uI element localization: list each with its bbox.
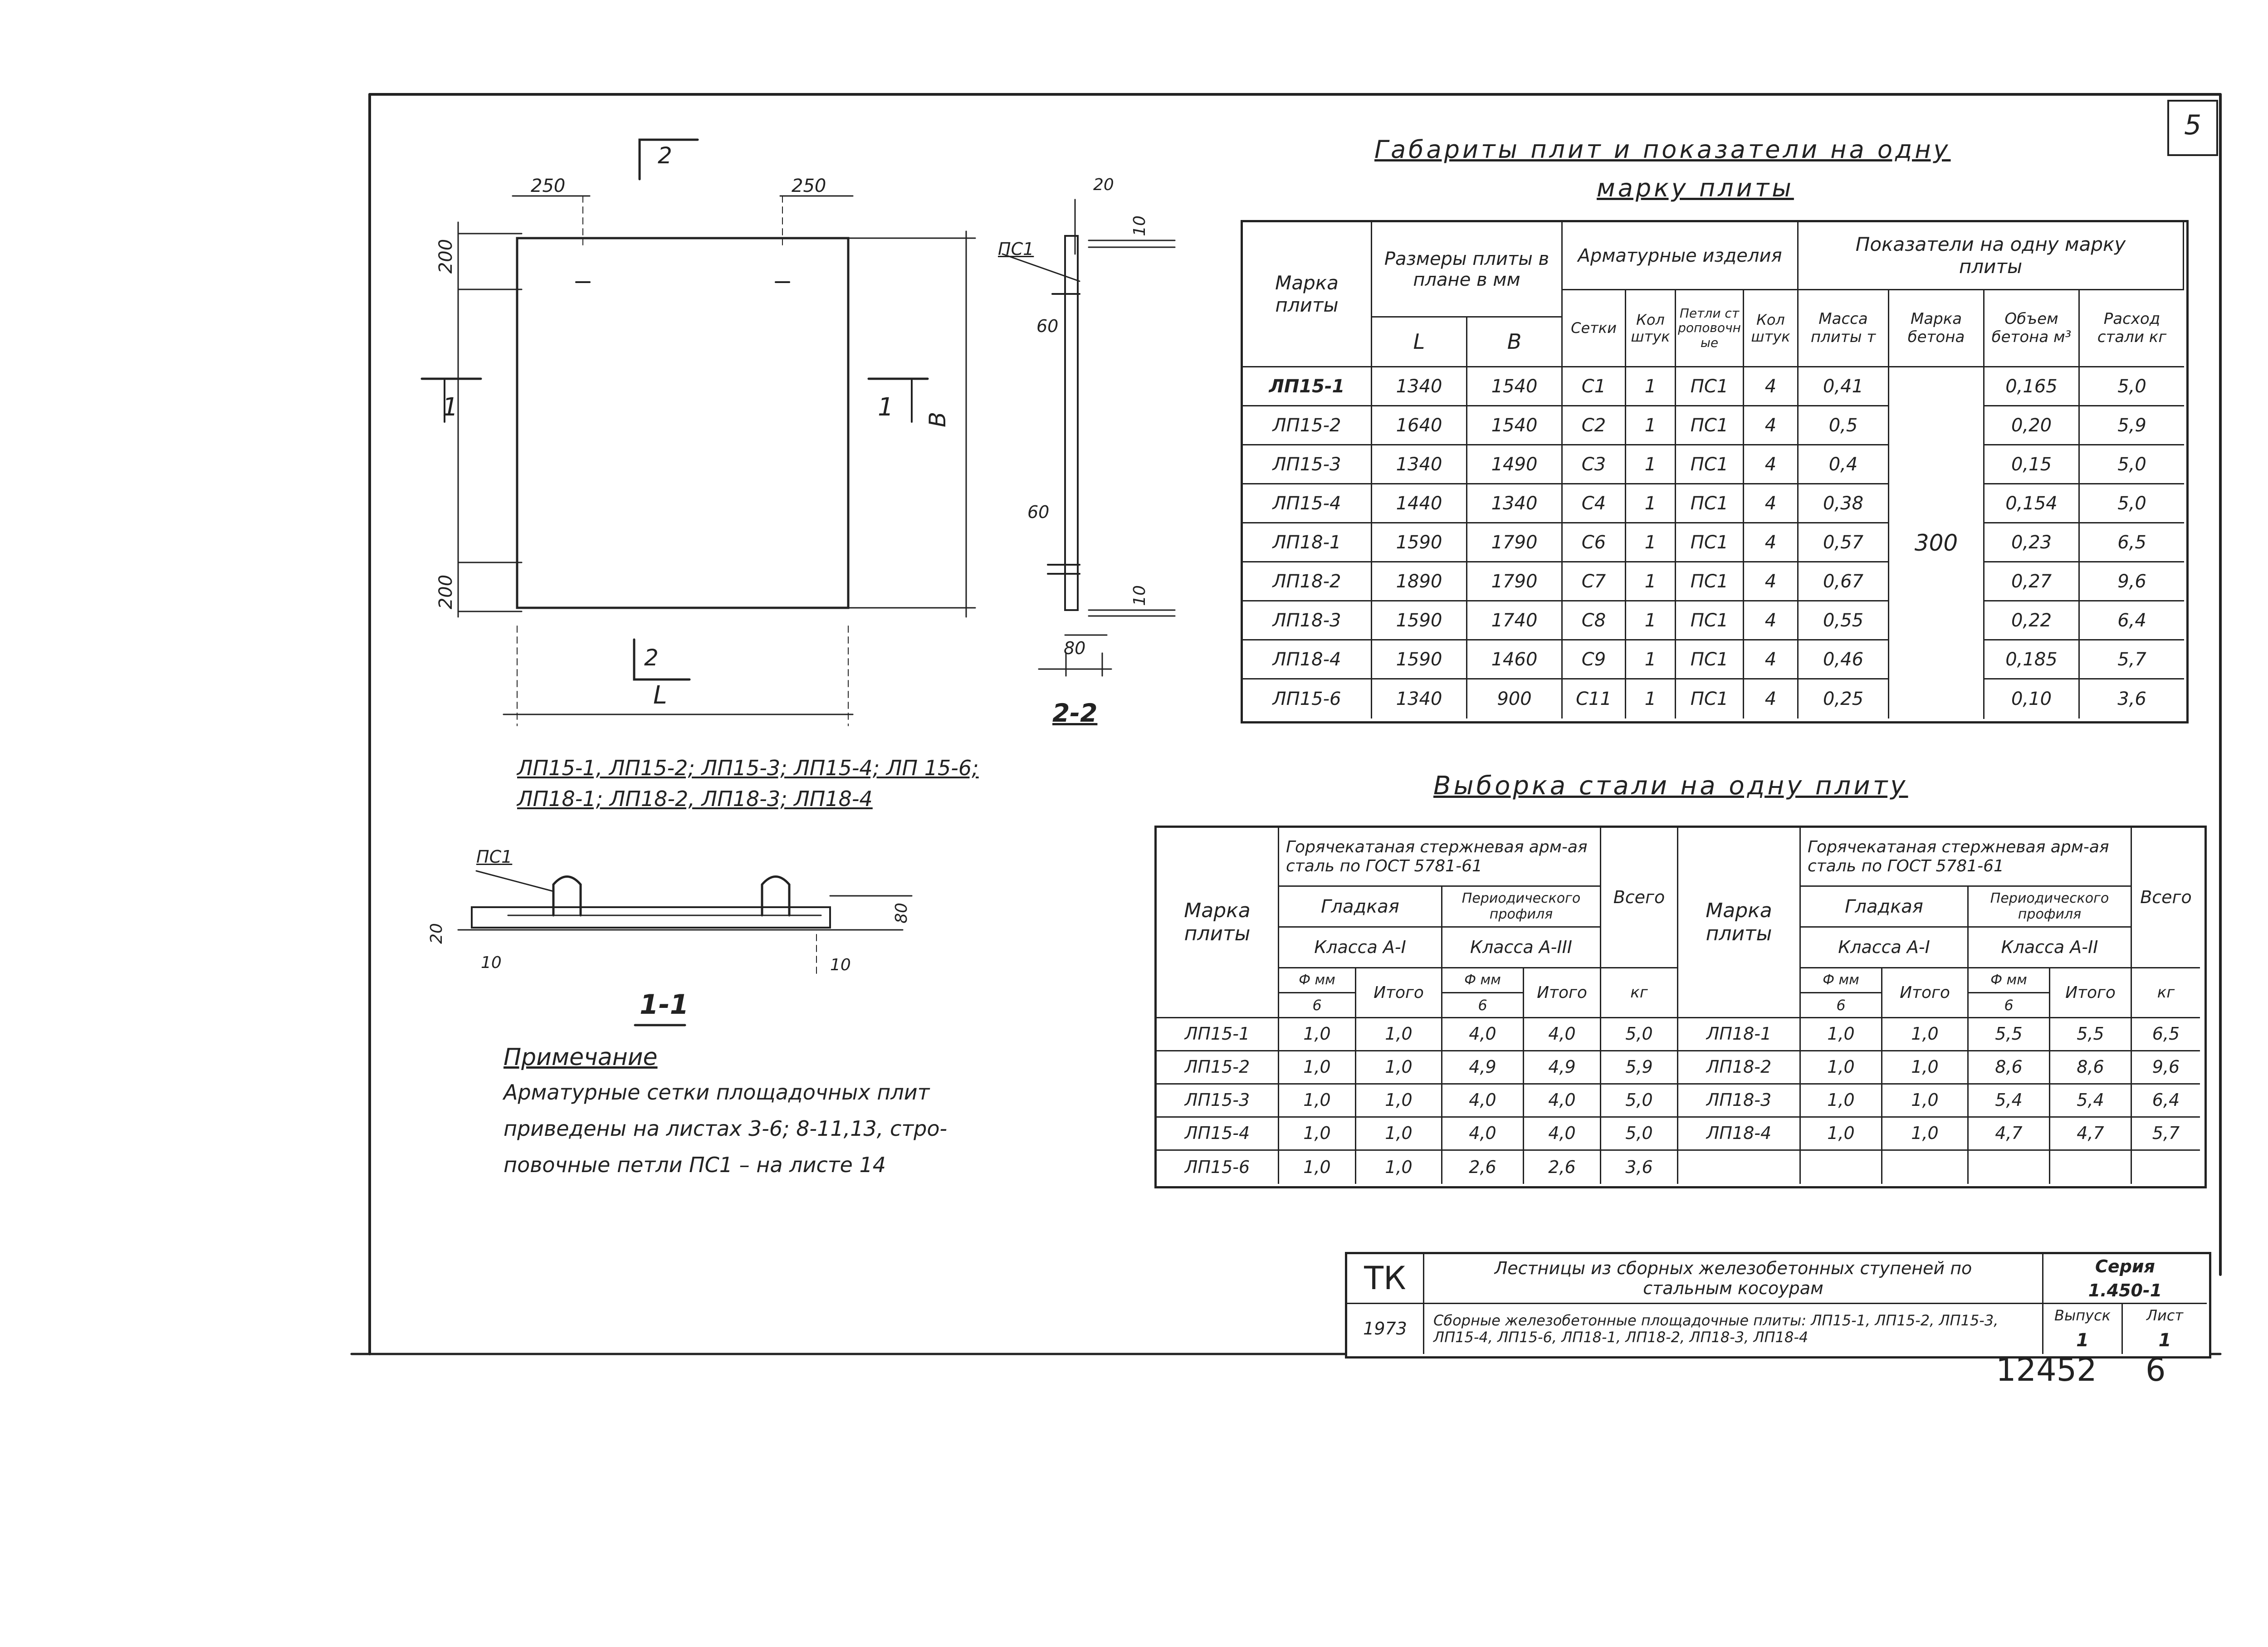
- t2-right-sum2: 5,4: [2050, 1085, 2132, 1118]
- t2-left-mark: ЛП15-1: [1157, 1018, 1279, 1051]
- dim-200-top: 200: [435, 239, 457, 274]
- t1-cell-steel: 5,0: [2080, 484, 2184, 523]
- t2-left-sum2: 4,9: [1524, 1051, 1601, 1085]
- t2-h-group-left: Горячекатаная стержневая арм-ая сталь по ГОСТ 5781-61: [1279, 828, 1601, 887]
- t1-cell-L: 1590: [1372, 640, 1467, 679]
- t1-cell-qty1: 1: [1626, 367, 1676, 406]
- t2-h-smooth-left: Гладкая: [1279, 887, 1442, 928]
- note-line-3: повочные петли ПС1 – на листе 14: [503, 1153, 886, 1177]
- t1-h-b: B: [1467, 318, 1563, 367]
- t2-right-d6b: 5,4: [1969, 1085, 2050, 1118]
- t1-cell-steel: 5,0: [2080, 367, 2184, 406]
- title-block-issue-value: 1: [2043, 1327, 2123, 1354]
- t2-left-sum1: 1,0: [1356, 1085, 1442, 1118]
- t2-left-total: 3,6: [1601, 1151, 1678, 1184]
- t2-h-kg-left: кг: [1601, 968, 1678, 1018]
- t1-cell-mesh: С2: [1563, 406, 1626, 445]
- t1-cell-qty2: 4: [1744, 445, 1799, 484]
- dim-200-bottom: 200: [435, 574, 457, 610]
- t1-cell-volume: 0,154: [1984, 484, 2080, 523]
- t2-right-empty-cell: [1882, 1151, 1969, 1184]
- t1-cell-mass: 0,38: [1799, 484, 1889, 523]
- t2-left-d6: 1,0: [1279, 1118, 1356, 1151]
- t1-cell-volume: 0,15: [1984, 445, 2080, 484]
- t1-cell-mesh: С4: [1563, 484, 1626, 523]
- dim-250-right: 250: [792, 176, 826, 196]
- t1-cell-qty1: 1: [1626, 406, 1676, 445]
- t2-left-sum2: 4,0: [1524, 1018, 1601, 1051]
- t2-right-empty-cell: [2132, 1151, 2200, 1184]
- side-dim-10-top: 10: [1130, 215, 1149, 236]
- t1-cell-mass: 0,46: [1799, 640, 1889, 679]
- t2-h-all-left: Всего: [1601, 828, 1678, 968]
- t2-h-class-a3-left: Класса А-III: [1442, 928, 1601, 968]
- t2-h-total-right-2: Итого: [2050, 968, 2132, 1018]
- title-block-sheet-value: 1: [2158, 1330, 2171, 1351]
- dim-b-label: B: [924, 411, 951, 428]
- title-block-year: 1973: [1347, 1304, 1424, 1354]
- t2-left-mark: ЛП15-2: [1157, 1051, 1279, 1085]
- t2-right-total: 6,4: [2132, 1085, 2200, 1118]
- t1-cell-mark: ЛП15-1: [1243, 367, 1372, 406]
- t2-right-d6b: 4,7: [1969, 1118, 2050, 1151]
- title-block-issue-label: Выпуск: [2043, 1304, 2123, 1327]
- t2-h-dia-left-1: Ф мм: [1279, 968, 1356, 993]
- t1-cell-loop: ПС1: [1676, 523, 1744, 562]
- t1-cell-loop: ПС1: [1676, 601, 1744, 640]
- t2-right-sum2: 5,5: [2050, 1018, 2132, 1051]
- t2-right-d6b: 8,6: [1969, 1051, 2050, 1085]
- dim-250-left: 250: [531, 176, 566, 196]
- side-loop-label: ПС1: [998, 239, 1034, 259]
- t1-cell-mark: ЛП18-4: [1243, 640, 1372, 679]
- t1-cell-volume: 0,185: [1984, 640, 2080, 679]
- t1-cell-mark: ЛП15-3: [1243, 445, 1372, 484]
- t1-cell-L: 1640: [1372, 406, 1467, 445]
- t1-cell-qty1: 1: [1626, 484, 1676, 523]
- t1-cell-qty1: 1: [1626, 562, 1676, 601]
- section-2-2-caption: 2-2: [1052, 699, 1098, 728]
- t1-cell-mark: ЛП18-3: [1243, 601, 1372, 640]
- t1-cell-qty1: 1: [1626, 640, 1676, 679]
- note-title: Примечание: [503, 1044, 658, 1071]
- t1-cell-loop: ПС1: [1676, 679, 1744, 718]
- t2-h-smooth-right: Гладкая: [1801, 887, 1969, 928]
- t1-cell-qty2: 4: [1744, 406, 1799, 445]
- t2-right-empty-cell: [2050, 1151, 2132, 1184]
- t2-right-sum1: 1,0: [1882, 1118, 1969, 1151]
- t2-right-sum2: 4,7: [2050, 1118, 2132, 1151]
- t1-cell-steel: 6,4: [2080, 601, 2184, 640]
- t2-left-mark: ЛП15-3: [1157, 1085, 1279, 1118]
- t1-cell-qty2: 4: [1744, 367, 1799, 406]
- t2-h-mark-right: Марка плиты: [1678, 828, 1801, 1018]
- t1-cell-L: 1590: [1372, 601, 1467, 640]
- t1-cell-qty2: 4: [1744, 484, 1799, 523]
- title-block-title: Лестницы из сборных железобетонных ступеней по стальным косоурам: [1424, 1254, 2043, 1304]
- t2-right-empty-cell: [1678, 1151, 1801, 1184]
- section-1-1-dim-10-right: 10: [830, 956, 851, 974]
- title-block-series-label: Серия: [2095, 1256, 2155, 1276]
- t2-left-d6b: 2,6: [1442, 1151, 1524, 1184]
- t1-cell-steel: 3,6: [2117, 689, 2146, 709]
- table1-dimensions: [1241, 220, 2189, 723]
- note-line-1: Арматурные сетки площадочных плит: [503, 1080, 930, 1105]
- section-1-1-caption: 1-1: [640, 989, 689, 1021]
- t2-h-mark-left: Марка плиты: [1157, 828, 1279, 1018]
- t2-left-sum1: 1,0: [1356, 1018, 1442, 1051]
- t1-h-volume: Объем бетона м³: [1984, 290, 2080, 367]
- t2-right-total: 5,7: [2132, 1118, 2200, 1151]
- table1-title-line-1: Габариты плит и показатели на одну: [1374, 135, 1951, 164]
- t2-right-d6: 1,0: [1801, 1085, 1882, 1118]
- title-block-org: ТК: [1347, 1254, 1424, 1304]
- t2-right-empty-cell: [1969, 1151, 2050, 1184]
- t1-cell-loop: ПС1: [1676, 484, 1744, 523]
- t1-cell-qty2: 4: [1744, 562, 1799, 601]
- t1-concrete-grade-value: 300: [1889, 367, 1984, 719]
- t2-right-mark: ЛП18-3: [1678, 1085, 1801, 1118]
- t2-h-total-left-1: Итого: [1356, 968, 1442, 1018]
- t2-left-sum2: 2,6: [1524, 1151, 1601, 1184]
- t1-cell-mass: 0,55: [1799, 601, 1889, 640]
- note-line-2: приведены на листах 3-6; 8-11,13, стро-: [503, 1116, 948, 1141]
- t1-cell-volume: 0,10: [1984, 679, 2080, 718]
- section-1-1-dim-10-left: 10: [481, 953, 502, 972]
- t2-left-total: 5,0: [1601, 1085, 1678, 1118]
- title-block-sheet-label: Лист: [2146, 1306, 2184, 1324]
- t1-h-l: L: [1372, 318, 1467, 367]
- t1-cell-qty1: 1: [1626, 523, 1676, 562]
- t1-cell-L: 1340: [1372, 679, 1467, 718]
- t1-cell-volume: 0,20: [1984, 406, 2080, 445]
- stamp-number: 12452: [1996, 1351, 2097, 1388]
- t1-cell-B: 1790: [1467, 562, 1563, 601]
- table2-rows: [1157, 1018, 2200, 1184]
- t1-cell-B: 1340: [1467, 484, 1563, 523]
- t1-cell-loop: ПС1: [1676, 406, 1744, 445]
- t1-cell-mesh: С8: [1563, 601, 1626, 640]
- t2-right-sum1: 1,0: [1882, 1051, 1969, 1085]
- t1-cell-loop: ПС1: [1676, 445, 1744, 484]
- t2-left-d6: 1,0: [1279, 1018, 1356, 1051]
- t2-left-sum1: 1,0: [1356, 1051, 1442, 1085]
- t2-right-empty-cell: [1801, 1151, 1882, 1184]
- table2-steel-selection: [1154, 826, 2207, 1188]
- section-1-1-loop-label: ПС1: [476, 847, 513, 867]
- t1-cell-mesh: С3: [1563, 445, 1626, 484]
- t1-cell-loop: ПС1: [1676, 367, 1744, 406]
- t1-h-meshes: Сетки: [1563, 290, 1626, 367]
- t2-h-dia-left-2: Ф мм: [1442, 968, 1524, 993]
- marks-line-1: ЛП15-1, ЛП15-2; ЛП15-3; ЛП15-4; ЛП 15-6;: [517, 756, 979, 780]
- t2-left-mark: ЛП15-6: [1157, 1151, 1279, 1184]
- t1-cell-loop: ПС1: [1676, 562, 1744, 601]
- t1-cell-loop: ПС1: [1676, 640, 1744, 679]
- t1-cell-mass: 0,67: [1799, 562, 1889, 601]
- t1-cell-qty2: 4: [1744, 679, 1799, 718]
- side-dim-80: 80: [1064, 638, 1086, 658]
- t1-h-loops: Петли строповочные: [1676, 290, 1744, 367]
- section-1-1-dim-80: 80: [892, 903, 911, 924]
- t2-left-sum2: 4,0: [1524, 1118, 1601, 1151]
- t2-right-d6b: 5,5: [1969, 1018, 2050, 1051]
- t2-left-d6b: 4,0: [1442, 1118, 1524, 1151]
- t1-cell-mark: ЛП15-2: [1243, 406, 1372, 445]
- t1-cell-volume: 0,27: [1984, 562, 2080, 601]
- t1-cell-mark: ЛП15-4: [1243, 484, 1372, 523]
- t1-cell-steel: 5,0: [2080, 445, 2184, 484]
- t1-cell-L: 1590: [1372, 523, 1467, 562]
- t1-cell-B: 900: [1467, 679, 1563, 718]
- t2-h-six-right-1: 6: [1801, 993, 1882, 1018]
- t1-cell-mark: ЛП18-2: [1243, 562, 1372, 601]
- t2-left-mark: ЛП15-4: [1157, 1118, 1279, 1151]
- t2-left-d6b: 4,0: [1442, 1085, 1524, 1118]
- t2-h-kg-right: кг: [2132, 968, 2200, 1018]
- section-2-top-label: 2: [658, 142, 672, 169]
- t1-cell-L: 1340: [1372, 367, 1467, 406]
- t1-cell-B: 1540: [1467, 406, 1563, 445]
- t2-left-sum1: 1,0: [1356, 1118, 1442, 1151]
- t1-cell-mesh: С1: [1563, 367, 1626, 406]
- t1-cell-qty2: 4: [1744, 601, 1799, 640]
- t2-left-total: 5,0: [1601, 1118, 1678, 1151]
- t1-cell-B: 1540: [1467, 367, 1563, 406]
- t1-cell-qty1: 1: [1626, 601, 1676, 640]
- t1-h-steel: Расход стали кг: [2080, 290, 2184, 367]
- t2-left-sum2: 4,0: [1524, 1085, 1601, 1118]
- t1-cell-mesh: С7: [1563, 562, 1626, 601]
- t1-cell-mass: 0,41: [1799, 367, 1889, 406]
- t1-cell-steel: 6,5: [2080, 523, 2184, 562]
- t1-cell-B: 1740: [1467, 601, 1563, 640]
- t2-h-six-left-1: 6: [1279, 993, 1356, 1018]
- t1-cell-mass: 0,5: [1799, 406, 1889, 445]
- t2-h-dia-right-2: Ф мм: [1969, 968, 2050, 993]
- t2-left-d6: 1,0: [1279, 1085, 1356, 1118]
- t2-h-group-right: Горячекатаная стержневая арм-ая сталь по ГОСТ 5781-61: [1801, 828, 2132, 887]
- t2-right-mark: ЛП18-1: [1678, 1018, 1801, 1051]
- t2-left-d6: 1,0: [1279, 1051, 1356, 1085]
- t1-h-qty2: Кол штук: [1744, 290, 1799, 367]
- t1-cell-volume: 0,23: [1984, 523, 2080, 562]
- t1-h-qty1: Кол штук: [1626, 290, 1676, 367]
- side-dim-20: 20: [1093, 176, 1114, 194]
- t1-cell-qty1: 1: [1626, 679, 1676, 718]
- t2-right-d6: 1,0: [1801, 1118, 1882, 1151]
- side-dim-60-top: 60: [1036, 316, 1059, 336]
- t2-left-total: 5,0: [1601, 1018, 1678, 1051]
- t2-right-sum1: 1,0: [1882, 1018, 1969, 1051]
- dim-l-label: L: [653, 680, 667, 709]
- t2-right-total: 9,6: [2132, 1051, 2200, 1085]
- t1-cell-L: 1440: [1372, 484, 1467, 523]
- t1-h-mark: Марка плиты: [1243, 222, 1372, 367]
- section-1-1-dim-20: 20: [427, 923, 446, 944]
- t2-h-class-a1-right: Класса А-I: [1801, 928, 1969, 968]
- title-block: [1345, 1252, 2211, 1359]
- t2-right-d6: 1,0: [1801, 1018, 1882, 1051]
- t1-cell-steel: 5,9: [2080, 406, 2184, 445]
- t1-h-concrete-grade: Марка бетона: [1889, 290, 1984, 367]
- t2-h-total-right-1: Итого: [1882, 968, 1969, 1018]
- t1-h-indicators: Показатели на одну марку плиты: [1799, 222, 2184, 290]
- table1-rows: [1243, 367, 2184, 719]
- t1-cell-B: 1460: [1467, 640, 1563, 679]
- t1-cell-qty2: 4: [1744, 640, 1799, 679]
- t1-cell-L: 1340: [1372, 445, 1467, 484]
- t2-h-class-a1-left: Класса А-I: [1279, 928, 1442, 968]
- t1-cell-mass: 0,4: [1799, 445, 1889, 484]
- t1-cell-mark: ЛП18-1: [1243, 523, 1372, 562]
- table2-title: Выборка стали на одну плиту: [1433, 771, 1908, 801]
- t1-cell-volume: 0,22: [1984, 601, 2080, 640]
- t2-h-six-left-2: 6: [1442, 993, 1524, 1018]
- t2-right-mark: ЛП18-2: [1678, 1051, 1801, 1085]
- t1-h-sizes: Размеры плиты в плане в мм: [1372, 222, 1563, 318]
- t2-h-total-left-2: Итого: [1524, 968, 1601, 1018]
- t2-left-d6b: 4,9: [1442, 1051, 1524, 1085]
- marks-line-2: ЛП18-1; ЛП18-2, ЛП18-3; ЛП18-4: [517, 787, 873, 811]
- t1-cell-mesh: С11: [1563, 679, 1626, 718]
- t1-cell-B: 1490: [1467, 445, 1563, 484]
- stamp-page: 6: [2146, 1351, 2166, 1388]
- t1-cell-mesh: С6: [1563, 523, 1626, 562]
- t2-h-dia-right-1: Ф мм: [1801, 968, 1882, 993]
- t2-left-d6: 1,0: [1279, 1151, 1356, 1184]
- t1-cell-L: 1890: [1372, 562, 1467, 601]
- t2-left-d6b: 4,0: [1442, 1018, 1524, 1051]
- side-dim-10-bottom: 10: [1130, 585, 1149, 606]
- t2-h-periodic-left: Периодического профиля: [1442, 887, 1601, 928]
- t2-right-d6: 1,0: [1801, 1051, 1882, 1085]
- t2-right-total: 6,5: [2132, 1018, 2200, 1051]
- t2-h-periodic-right: Периодического профиля: [1969, 887, 2132, 928]
- t2-left-sum1: 1,0: [1356, 1151, 1442, 1184]
- section-2-bottom-label: 2: [644, 645, 659, 671]
- t2-right-sum2: 8,6: [2050, 1051, 2132, 1085]
- table1-title-line-2: марку плиты: [1597, 174, 1794, 202]
- t2-right-sum1: 1,0: [1882, 1085, 1969, 1118]
- section-1-left-label: 1: [442, 392, 458, 421]
- section-1-right-label: 1: [878, 392, 894, 421]
- t2-h-six-right-2: 6: [1969, 993, 2050, 1018]
- t1-cell-mesh: С9: [1563, 640, 1626, 679]
- title-block-subtitle: Сборные железобетонные площадочные плиты: ЛП15-1, ЛП15-2, ЛП15-3, ЛП15-4, ЛП15-6, ЛП18-1, ЛП18-2, ЛП18-3, ЛП18-4: [1424, 1304, 2043, 1354]
- t2-left-total: 5,9: [1601, 1051, 1678, 1085]
- t2-h-all-right: Всего: [2132, 828, 2200, 968]
- t1-cell-steel: 9,6: [2080, 562, 2184, 601]
- t1-h-mass: Масса плиты т: [1799, 290, 1889, 367]
- t1-cell-volume: 0,165: [1984, 367, 2080, 406]
- t1-cell-mark: ЛП15-6: [1243, 679, 1372, 718]
- t1-cell-mass: 0,57: [1799, 523, 1889, 562]
- t2-h-class-a3-right: Класса А-II: [1969, 928, 2132, 968]
- t1-cell-qty1: 1: [1626, 445, 1676, 484]
- title-block-series-value: 1.450-1: [2043, 1279, 2207, 1304]
- side-dim-60-bottom: 60: [1027, 502, 1050, 522]
- t1-cell-steel: 5,7: [2080, 640, 2184, 679]
- t2-right-mark: ЛП18-4: [1678, 1118, 1801, 1151]
- sheet-corner-number: 5: [2184, 109, 2202, 141]
- t1-cell-B: 1790: [1467, 523, 1563, 562]
- t1-cell-mass: 0,25: [1799, 679, 1889, 718]
- t1-cell-qty2: 4: [1744, 523, 1799, 562]
- t1-h-armature: Арматурные изделия: [1563, 222, 1799, 290]
